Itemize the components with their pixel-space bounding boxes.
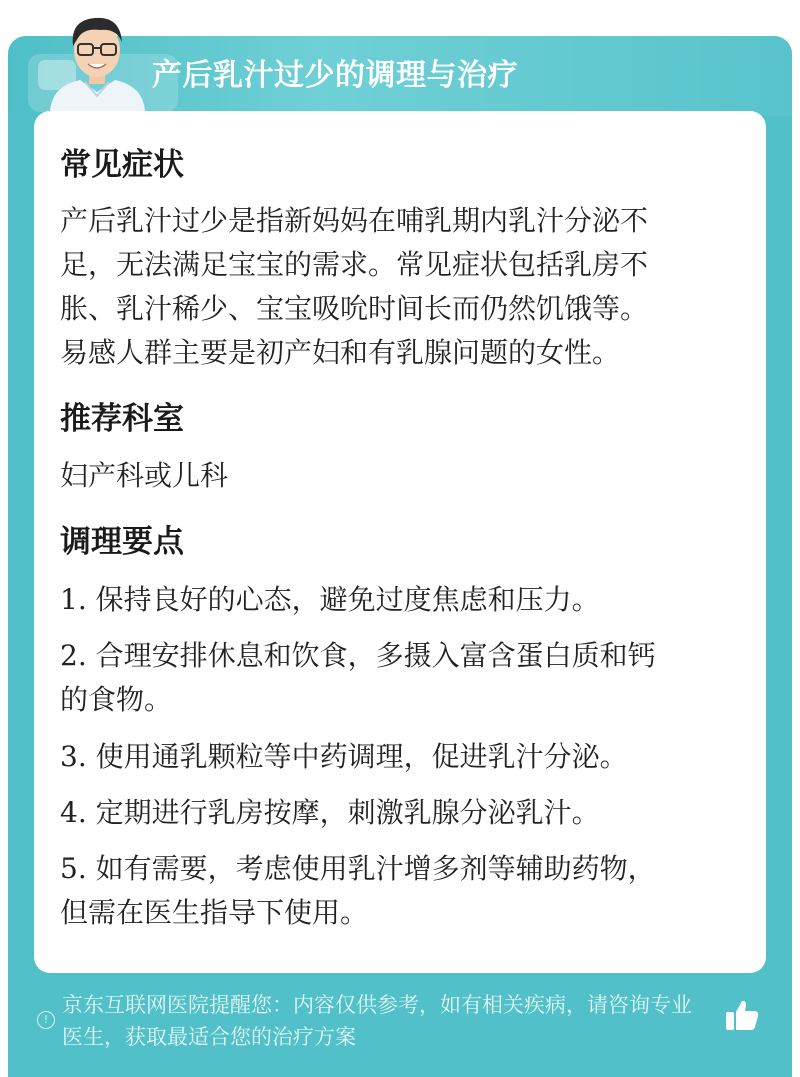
info-icon: ! [37,1011,55,1029]
department-heading: 推荐科室 [60,401,184,437]
symptoms-line-2: 足，无法满足宝宝的需求。常见症状包括乳房不 [60,248,649,281]
footer-line-2: 医生，获取最适合您的治疗方案 [62,1025,356,1049]
thumbs-up-icon[interactable] [724,998,760,1032]
list-item-text: 保持良好的心态，避免过度焦虑和压力。 [95,583,600,616]
doctor-avatar-icon [40,6,155,111]
department-text: 妇产科或儿科 [60,459,229,492]
footer-disclaimer [62,989,730,1053]
list-item-number: 1. [60,583,87,616]
list-item-continuation: 的食物。 [60,683,173,716]
list-item-text: 使用通乳颗粒等中药调理，促进乳汁分泌。 [95,740,628,773]
list-item-text: 合理安排休息和饮食，多摄入富含蛋白质和钙 [95,639,656,672]
list-item-text: 定期进行乳房按摩，刺激乳腺分泌乳汁。 [95,796,600,829]
list-item [60,735,740,779]
page-title: 产后乳汁过少的调理与治疗 [152,58,518,93]
list-item [60,847,740,891]
symptoms-line-4: 易感人群主要是初产妇和有乳腺问题的女性。 [60,336,621,369]
care-heading: 调理要点 [60,524,184,560]
symptoms-heading: 常见症状 [60,147,184,183]
symptoms-line-3: 胀、乳汁稀少、宝宝吸吮时间长而仍然饥饿等。 [60,292,649,325]
footer-line-1: 京东互联网医院提醒您：内容仅供参考，如有相关疾病，请咨询专业 [62,993,692,1017]
list-item [60,634,740,678]
list-item-continuation: 但需在医生指导下使用。 [60,896,369,929]
list-item-number: 3. [60,740,87,773]
list-item-number: 5. [60,852,87,885]
symptoms-line-1: 产后乳汁过少是指新妈妈在哺乳期内乳汁分泌不 [60,204,649,237]
list-item-number: 2. [60,639,87,672]
list-item [60,791,740,835]
list-item-text: 如有需要，考虑使用乳汁增多剂等辅助药物， [95,852,656,885]
list-item-number: 4. [60,796,87,829]
list-item [60,578,740,622]
